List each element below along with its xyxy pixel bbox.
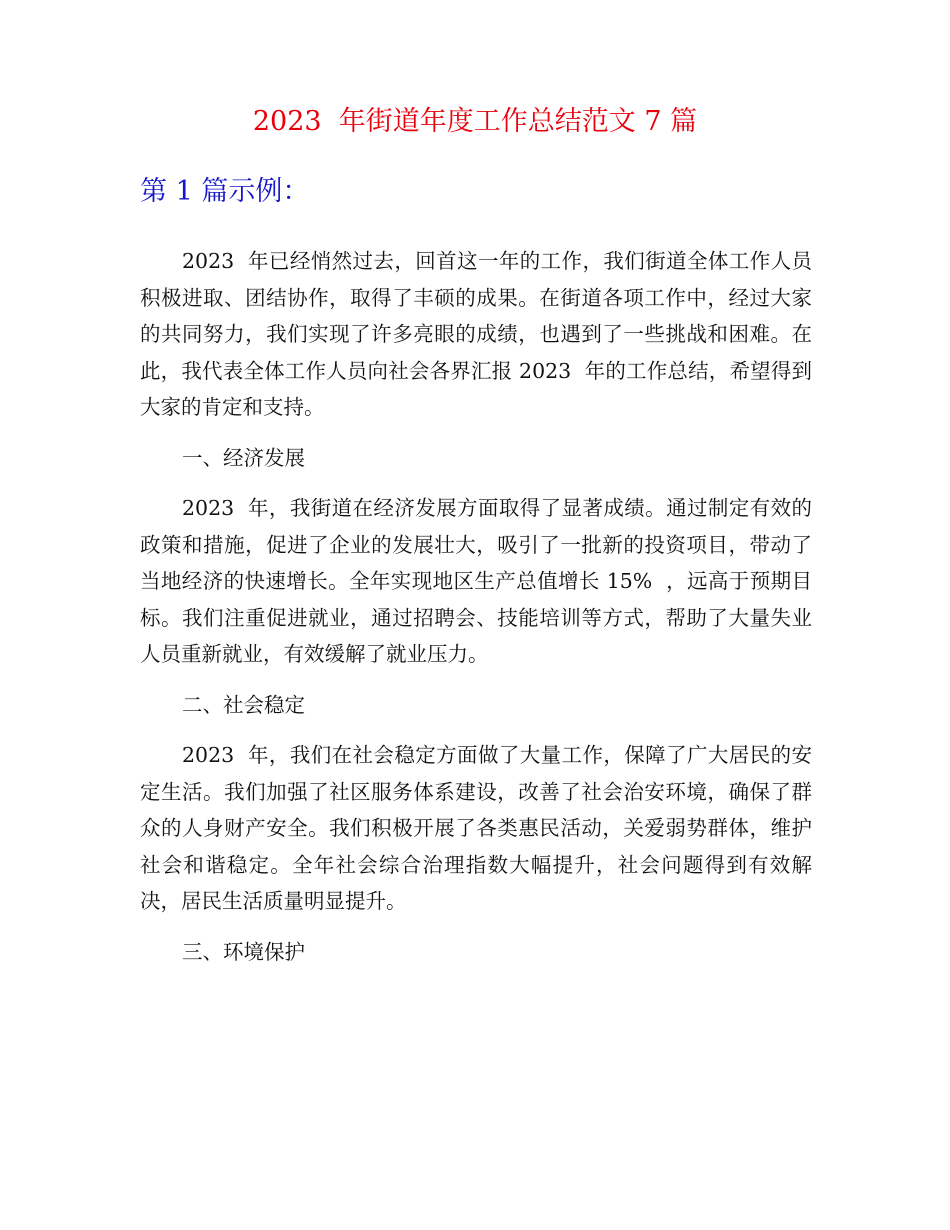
paragraph-economy: 2023 年，我街道在经济发展方面取得了显著成绩。通过制定有效的政策和措施，促进了企业的发展壮大，吸引了一批新的投资项目，带动了当地经济的快速增长。全年实现地区生产总值增长 15% ，远高于预期目标。我们注重促进就业，通过招聘会、技能培训等方式，帮助了大量失业人员重新就业，有效缓解了就业压力。 bbox=[140, 496, 812, 666]
subheading-economy: 一、经济发展 bbox=[182, 445, 305, 470]
document-body bbox=[140, 243, 812, 984]
paragraph-intro: 2023 年已经悄然过去，回首这一年的工作，我们街道全体工作人员积极进取、团结协作，取得了丰硕的成果。在街道各项工作中，经过大家的共同努力，我们实现了许多亮眼的成绩，也遇到了一些挑战和困难。在此，我代表全体工作人员向社会各界汇报 2023 年的工作总结，希望得到大家的肯定和支持。 bbox=[140, 249, 812, 419]
subheading-environment: 三、环境保护 bbox=[182, 939, 305, 964]
document-title: 2023 年街道年度工作总结范文 7 篇 bbox=[252, 106, 698, 137]
subheading-social-stability: 二、社会稳定 bbox=[182, 692, 305, 717]
section-heading: 第 1 篇示例： bbox=[140, 176, 310, 207]
paragraph-social-stability: 2023 年，我们在社会稳定方面做了大量工作，保障了广大居民的安定生活。我们加强了社区服务体系建设，改善了社会治安环境，确保了群众的人身财产安全。我们积极开展了各类惠民活动，关爱弱势群体，维护社会和谐稳定。全年社会综合治理指数大幅提升，社会问题得到有效解决，居民生活质量明显提升。 bbox=[140, 743, 812, 913]
